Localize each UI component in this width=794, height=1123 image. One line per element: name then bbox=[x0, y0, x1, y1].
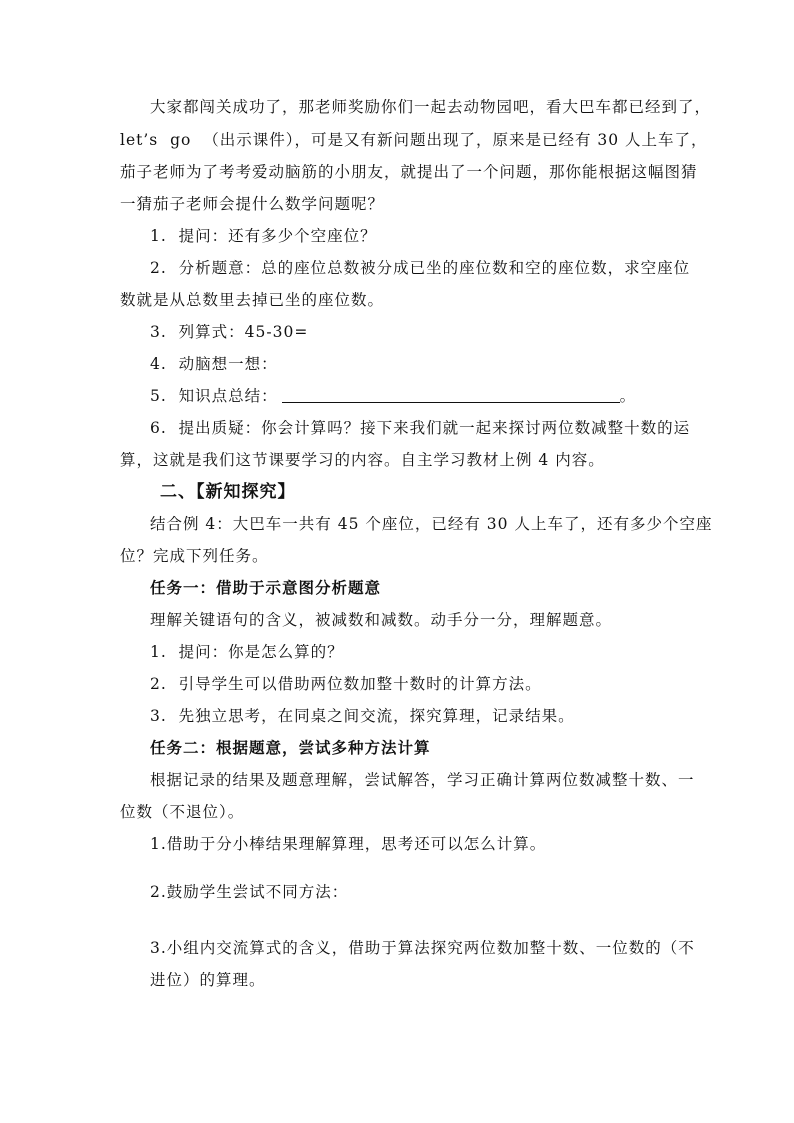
task-2-item-1: 1.借助于分小棒结果理解算理，思考还可以怎么计算。 bbox=[150, 835, 547, 853]
task-2-desc-line-2: 位数（不退位）。 bbox=[120, 803, 245, 821]
task-1-desc: 理解关键语句的含义，被减数和减数。动手分一分，理解题意。 bbox=[150, 611, 613, 629]
task-2-title: 任务二：根据题意，尝试多种方法计算 bbox=[150, 739, 431, 757]
step-6-line-2: 算，这就是我们这节课要学习的内容。自主学习教材上例 4 内容。 bbox=[120, 451, 605, 469]
step-4: 4. 动脑想一想： bbox=[150, 355, 278, 373]
intro-line-4: 一猜茄子老师会提什么数学问题呢？ bbox=[120, 195, 385, 213]
intro-line-1: 大家都闯关成功了，那老师奖励你们一起去动物园吧，看大巴车都已经到了， bbox=[150, 98, 712, 116]
example-4-line-2: 位？完成下列任务。 bbox=[120, 547, 269, 565]
step-3: 3. 列算式：45-30= bbox=[150, 323, 309, 341]
task-1-item-3: 3. 先独立思考，在同桌之间交流，探究算理，记录结果。 bbox=[150, 707, 575, 725]
task-2-item-3-line-2: 进位）的算理。 bbox=[150, 971, 266, 989]
step-2-line-1: 2. 分析题意：总的座位总数被分成已坐的座位数和空的座位数，求空座位 bbox=[150, 259, 691, 277]
step-6-line-1: 6. 提出质疑：你会计算吗？接下来我们就一起来探讨两位数减整十数的运 bbox=[150, 419, 691, 437]
task-1-title: 任务一：借助于示意图分析题意 bbox=[150, 579, 382, 597]
step-5-end: 。 bbox=[619, 387, 637, 405]
task-2-item-3-line-1: 3.小组内交流算式的含义，借助于算法探究两位数加整十数、一位数的（不 bbox=[150, 939, 695, 957]
step-2-line-2: 数就是从总数里去掉已坐的座位数。 bbox=[120, 291, 385, 309]
task-2-item-2: 2.鼓励学生尝试不同方法： bbox=[150, 883, 349, 901]
task-2-desc-line-1: 根据记录的结果及题意理解，尝试解答，学习正确计算两位数减整十数、一 bbox=[150, 771, 695, 789]
example-4-line-1: 结合例 4：大巴车一共有 45 个座位，已经有 30 人上车了，还有多少个空座 bbox=[150, 515, 713, 533]
step-5-label: 5. 知识点总结： bbox=[150, 387, 278, 405]
step-5 bbox=[150, 385, 636, 407]
summary-blank-line bbox=[282, 386, 620, 403]
section-2-heading: 二、【新知探究】 bbox=[160, 482, 296, 502]
intro-line-2: let’s go （出示课件），可是又有新问题出现了，原来是已经有 30 人上车了， bbox=[120, 131, 708, 149]
step-1: 1. 提问：还有多少个空座位？ bbox=[150, 227, 377, 245]
task-1-item-2: 2. 引导学生可以借助两位数加整十数时的计算方法。 bbox=[150, 675, 542, 693]
intro-line-3: 茄子老师为了考考爱动脑筋的小朋友，就提出了一个问题，那你能根据这幅图猜 bbox=[120, 163, 698, 181]
task-1-item-1: 1. 提问：你是怎么算的？ bbox=[150, 643, 344, 661]
